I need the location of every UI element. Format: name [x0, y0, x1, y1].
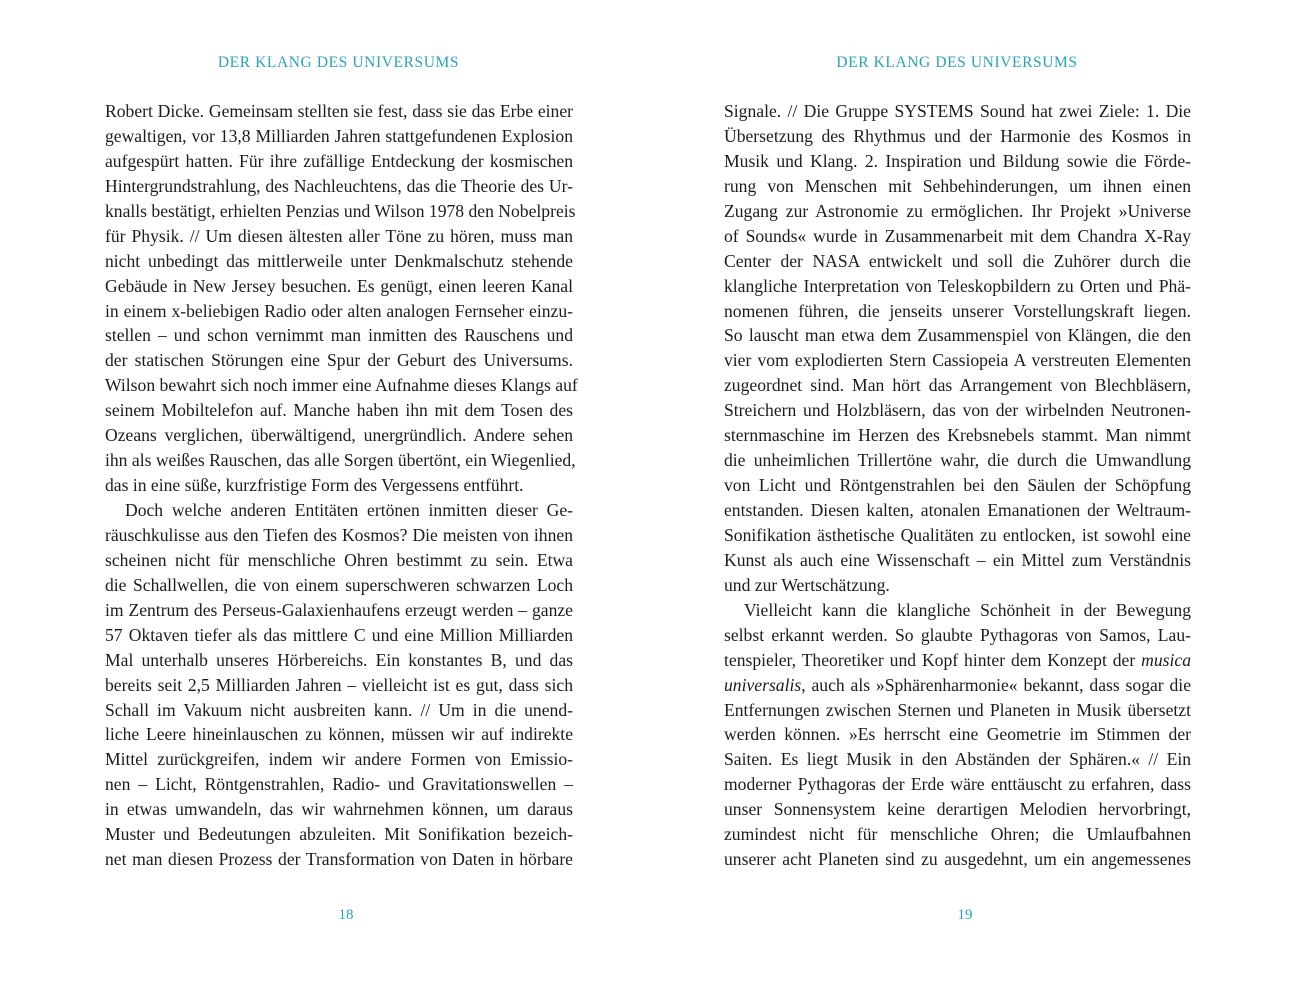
text-line: und zur Wertschätzung.: [724, 574, 890, 595]
text-line: nomenen führen, die jenseits unserer Vorstellungskraft liegen.: [724, 300, 1191, 321]
text-line: die Schallwellen, die von einem superschweren schwarzen Loch: [105, 574, 573, 595]
text-line: Schall im Vakuum nicht ausbreiten kann. // Um in die unend-: [105, 699, 573, 720]
text-line: der statischen Störungen eine Spur der Geburt des Universums.: [105, 350, 573, 371]
text-line: Gebäude in New Jersey besuchen. Es genügt, einen leeren Kanal: [105, 275, 573, 296]
text-line: unser Sonnensystem keine derartigen Melodien hervorbringt,: [724, 799, 1191, 820]
text-line: zumindest nicht für menschliche Ohren; die Umlaufbahnen: [724, 824, 1191, 845]
text-line: Sonifikation ästhetische Qualitäten zu entlocken, ist sowohl eine: [724, 524, 1191, 545]
text-line: Mittel zurückgreifen, indem wir andere Formen von Emissio-: [105, 749, 573, 770]
text-line: Mal unterhalb unseres Hörbereichs. Ein konstantes B, und das: [105, 649, 573, 670]
text-line: unserer acht Planeten sind zu ausgedehnt, um ein angemessenes: [724, 849, 1191, 870]
text-line: sternmaschine im Herzen des Krebsnebels stammt. Man nimmt: [724, 425, 1191, 446]
italic-term-musica: musica: [1141, 649, 1191, 670]
running-head-left: DER KLANG DES UNIVERSUMS: [217, 54, 460, 71]
text-line: Doch welche anderen Entitäten ertönen inmitten dieser Ge-: [125, 500, 573, 520]
text-line: nicht unbedingt das mittlerweile unter Denkmalschutz stehende: [105, 250, 573, 271]
text-line: Saiten. Es liegt Musik in den Abständen der Sphären.« // Ein: [724, 749, 1191, 770]
text-line: Zugang zur Astronomie zu ermöglichen. Ihr Projekt »Universe: [724, 200, 1191, 221]
text-line: in etwas umwandeln, das wir wahrnehmen können, um daraus: [105, 799, 573, 820]
left-page: [0, 0, 647, 1000]
text-line: [724, 648, 1191, 673]
running-head-right: DER KLANG DES UNIVERSUMS: [836, 54, 1078, 71]
text-line: stellen – und schon vernimmt man inmitten des Rauschens und: [105, 325, 573, 346]
text-line: klangliche Interpretation von Teleskopbildern zu Orten und Phä-: [724, 275, 1191, 296]
text-line: nen – Licht, Röntgenstrahlen, Radio- und Gravitationswellen –: [105, 774, 573, 795]
text-line: of Sounds« wurde in Zusammenarbeit mit dem Chandra X-Ray: [724, 225, 1191, 246]
text-line: die unheimlichen Trillertöne wahr, die durch die Umwandlung: [724, 450, 1191, 471]
text-line: Robert Dicke. Gemeinsam stellten sie fest, dass sie das Erbe einer: [105, 101, 573, 121]
text-line: vier vom explodierten Stern Cassiopeia A verstreuten Elementen: [724, 350, 1191, 371]
text-line: Streichern und Holzbläsern, das von der wirbelnden Neutronen-: [724, 400, 1191, 421]
text-line: Muster und Bedeutungen abzuleiten. Mit Sonifikation bezeich-: [105, 824, 573, 845]
text-line: net man diesen Prozess der Transformation von Daten in hörbare: [105, 849, 573, 870]
text-line: seinem Mobiltelefon auf. Manche haben ihn mit dem Tosen des: [105, 400, 573, 421]
text-line: Ozeans verglichen, überwältigend, unergründlich. Andere sehen: [105, 425, 573, 446]
left-page-body: [105, 99, 578, 872]
text-line: Übersetzung des Rhythmus und der Harmonie des Kosmos in: [724, 125, 1191, 146]
text-line: im Zentrum des Perseus-Galaxienhaufens erzeugt werden – ganze: [105, 599, 573, 620]
right-page: [647, 0, 1295, 1000]
text-line: gewaltigen, vor 13,8 Milliarden Jahren stattgefundenen Explosion: [105, 125, 573, 146]
text-line: moderner Pythagoras der Erde wäre enttäuscht zu erfahren, dass: [724, 774, 1191, 795]
text-line: Kunst als auch eine Wissenschaft – ein Mittel zum Verständnis: [724, 549, 1191, 570]
text-line: 57 Oktaven tiefer als das mittlere C und eine Million Milliarden: [105, 624, 573, 645]
text-line: Musik und Klang. 2. Inspiration und Bildung sowie die Förde-: [724, 150, 1191, 171]
text-fragment: tenspieler, Theoretiker und Kopf hinter dem Konzept der: [724, 649, 1136, 670]
text-line: aufgespürt hatten. Für ihre zufällige Entdeckung der kosmischen: [105, 150, 573, 171]
text-line: Vielleicht kann die klangliche Schönheit in der Bewegung: [744, 599, 1191, 620]
page-number-right: 19: [957, 907, 973, 923]
text-line: Wilson bewahrt sich noch immer eine Aufnahme dieses Klangs auf: [105, 375, 578, 396]
text-line: Entfernungen zwischen Sternen und Planeten in Musik übersetzt: [724, 699, 1191, 720]
text-line: So lauscht man etwa dem Zusammenspiel von Klängen, die den: [724, 325, 1191, 346]
text-line: das in eine süße, kurzfristige Form des Vergessens entführt.: [105, 475, 524, 496]
text-line: entstanden. Diesen kalten, atonalen Emanationen der Weltraum-: [724, 500, 1191, 520]
text-line: [724, 673, 1191, 698]
text-fragment: , auch als »Sphärenharmonie« bekannt, dass sogar die: [801, 674, 1191, 695]
text-line: räuschkulisse aus den Tiefen des Kosmos? Die meisten von ihnen: [105, 524, 573, 545]
text-line: selbst erkannt werden. So glaubte Pythagoras von Samos, Lau-: [724, 624, 1191, 645]
page-number-left: 18: [338, 907, 354, 923]
text-line: scheinen nicht für menschliche Ohren bestimmt zu sein. Etwa: [105, 549, 573, 570]
text-line: rung von Menschen mit Sehbehinderungen, um ihnen einen: [724, 175, 1191, 196]
text-line: ihn als weißes Rauschen, das alle Sorgen übertönt, ein Wiegenlied,: [105, 450, 576, 471]
text-line: Hintergrundstrahlung, des Nachleuchtens, das die Theorie des Ur-: [105, 175, 573, 196]
text-line: werden können. »Es herrscht eine Geometrie im Stimmen der: [724, 724, 1191, 745]
text-line: bereits seit 2,5 Milliarden Jahren – vielleicht ist es gut, dass sich: [105, 674, 573, 695]
text-line: von Licht und Röntgenstrahlen bei den Säulen der Schöpfung: [724, 475, 1191, 496]
text-line: zugeordnet sind. Man hört das Arrangement von Blechbläsern,: [724, 375, 1191, 396]
text-line: in einem x-beliebigen Radio oder alten analogen Fernseher einzu-: [105, 300, 573, 321]
text-line: Signale. // Die Gruppe SYSTEMS Sound hat zwei Ziele: 1. Die: [724, 101, 1191, 121]
italic-term-universalis: universalis: [724, 674, 802, 695]
text-line: Center der NASA entwickelt und soll die Zuhörer durch die: [724, 250, 1191, 271]
right-page-body: [724, 99, 1191, 872]
text-line: für Physik. // Um diesen ältesten aller Töne zu hören, muss man: [105, 225, 573, 246]
text-line: liche Leere hineinlauschen zu können, müssen wir auf indirekte: [105, 724, 573, 745]
text-line: knalls bestätigt, erhielten Penzias und Wilson 1978 den Nobelpreis: [105, 200, 576, 221]
